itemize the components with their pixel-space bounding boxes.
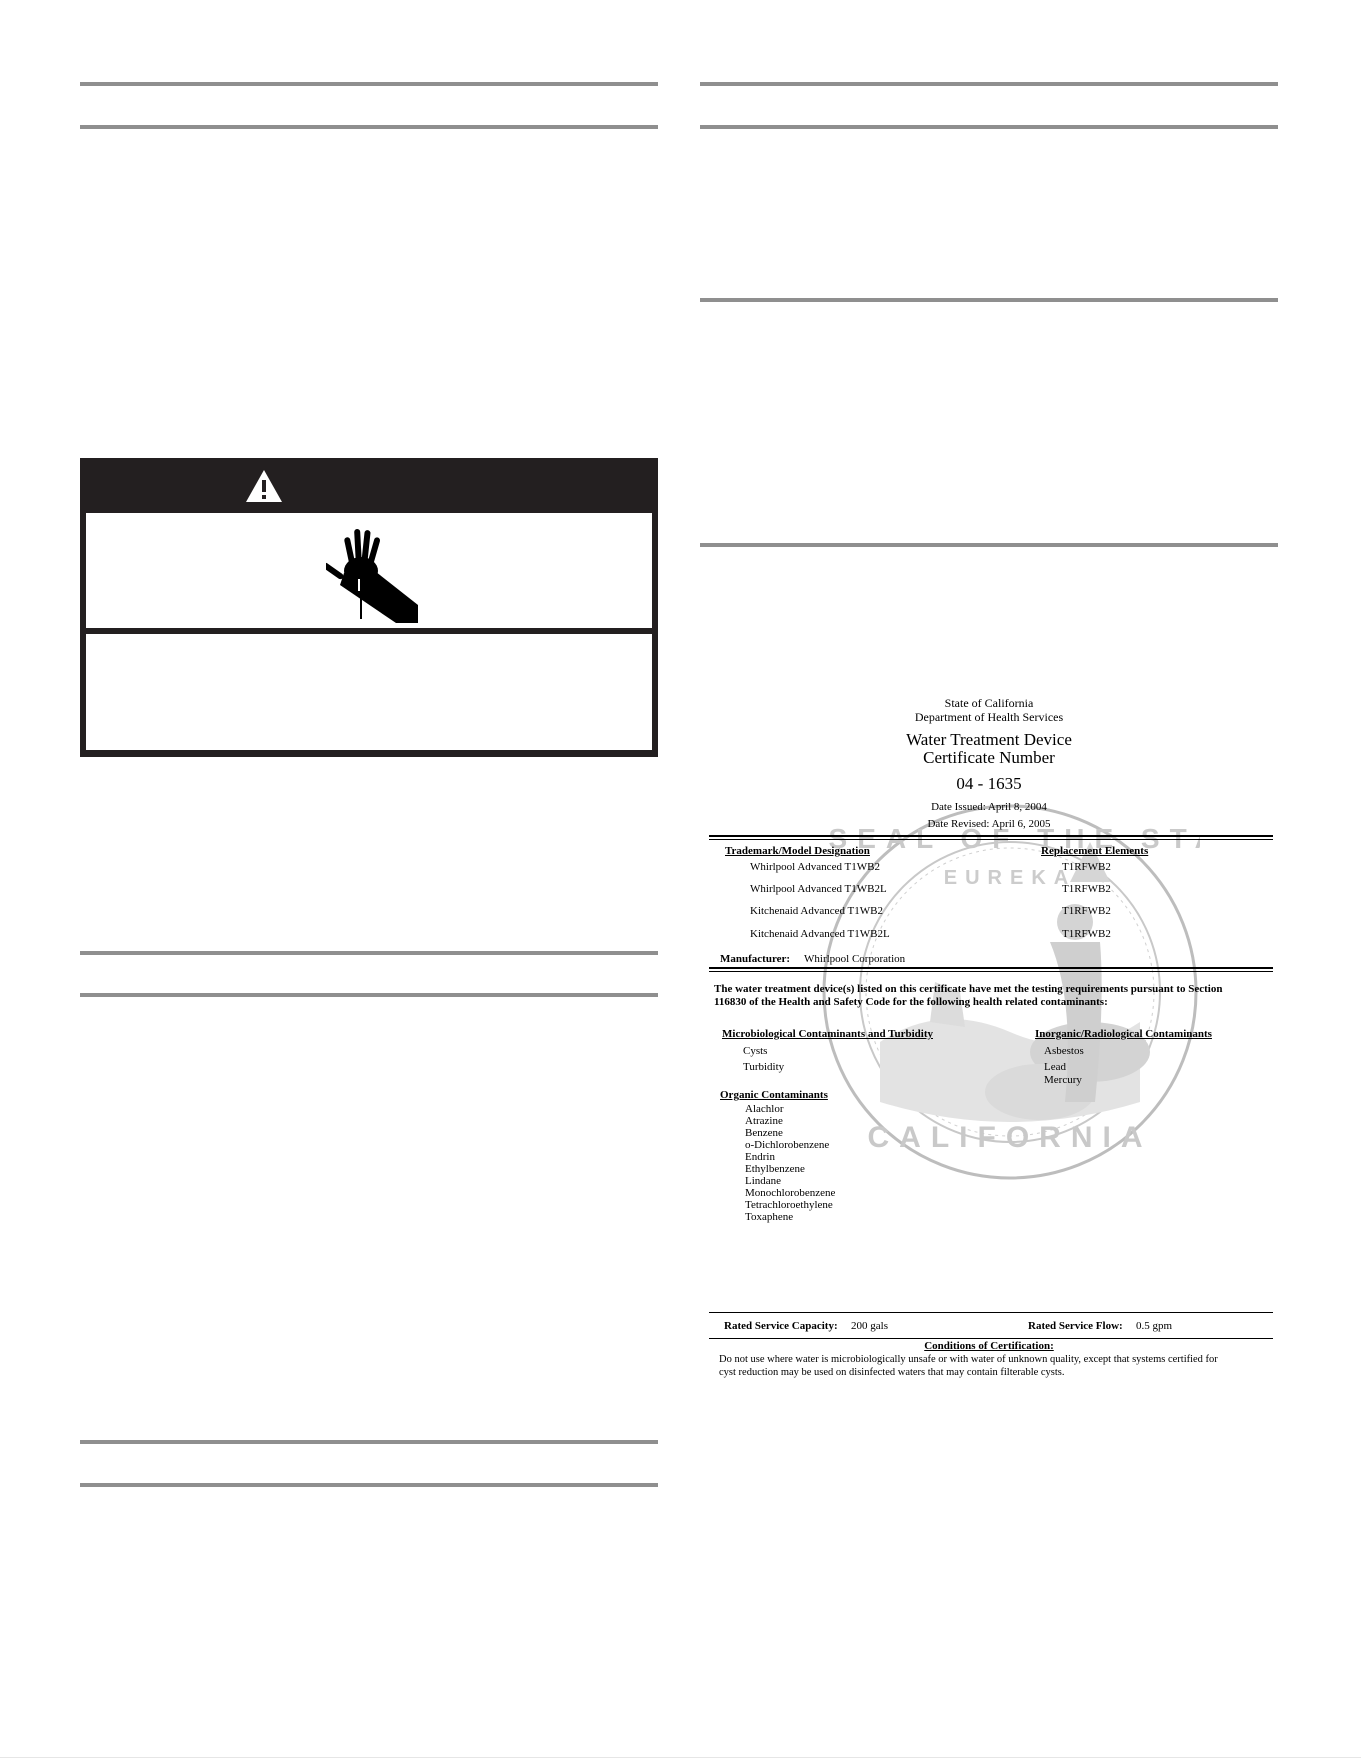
- flow-label: Rated Service Flow:: [1028, 1320, 1123, 1332]
- section-rule: [700, 543, 1278, 547]
- cert-divider: [709, 839, 1273, 840]
- manufacturer-name: Whirlpool Corporation: [804, 953, 906, 965]
- cert-department: Department of Health Services: [914, 710, 1064, 724]
- cert-divider: [709, 1312, 1273, 1313]
- contaminant-item: Cysts: [743, 1045, 768, 1057]
- cert-state: State of California: [944, 696, 1034, 710]
- section-rule: [700, 298, 1278, 302]
- contaminant-item: Endrin: [745, 1151, 775, 1163]
- contaminant-item: Ethylbenzene: [745, 1163, 805, 1175]
- cert-divider: [709, 1338, 1273, 1339]
- contaminant-item: Benzene: [745, 1127, 783, 1139]
- section-rule: [80, 82, 658, 86]
- cert-divider: [709, 967, 1273, 969]
- replacement-element: T1RFWB2: [1062, 928, 1111, 940]
- section-rule: [700, 125, 1278, 129]
- page-bottom-rule: [0, 1757, 1361, 1758]
- cert-number: 04 - 1635: [956, 774, 1022, 793]
- flow-value: 0.5 gpm: [1136, 1320, 1173, 1332]
- contaminant-item: Atrazine: [745, 1115, 783, 1127]
- contaminant-item: Lead: [1044, 1061, 1066, 1073]
- section-rule: [80, 1483, 658, 1487]
- cert-date-issued: Date Issued: April 8, 2004: [931, 801, 1047, 813]
- contaminant-item: Monochlorobenzene: [745, 1187, 836, 1199]
- statement-line: The water treatment device(s) listed on this certificate have met the testing requirements pursuant to Section: [714, 983, 1223, 995]
- section-rule: [80, 993, 658, 997]
- contaminant-item: Asbestos: [1044, 1045, 1084, 1057]
- seal-bottom-text: CALIFORNIA: [867, 1121, 1153, 1154]
- section-rule: [80, 125, 658, 129]
- model-name: Whirlpool Advanced T1WB2L: [750, 883, 887, 895]
- elements-header: Replacement Elements: [1041, 845, 1149, 857]
- contaminant-item: Alachlor: [745, 1103, 784, 1115]
- warning-triangle-icon: [244, 468, 284, 504]
- organic-header: Organic Contaminants: [720, 1089, 828, 1101]
- section-rule: [700, 82, 1278, 86]
- cert-date-revised: Date Revised: April 6, 2005: [927, 818, 1051, 830]
- cut-hand-icon: [326, 523, 426, 623]
- model-name: Kitchenaid Advanced T1WB2L: [750, 928, 890, 940]
- contaminant-item: Mercury: [1044, 1074, 1082, 1086]
- warning-box: [80, 458, 658, 757]
- warning-text-panel: [86, 634, 652, 750]
- micro-header: Microbiological Contaminants and Turbidity: [722, 1028, 933, 1040]
- manufacturer-label: Manufacturer:: [720, 953, 791, 965]
- capacity-value: 200 gals: [851, 1320, 888, 1332]
- model-name: Whirlpool Advanced T1WB2: [750, 861, 880, 873]
- contaminant-item: Tetrachloroethylene: [745, 1199, 833, 1211]
- cert-divider: [709, 971, 1273, 972]
- seal-motto-text: EUREKA: [943, 867, 1077, 889]
- section-rule: [80, 951, 658, 955]
- replacement-element: T1RFWB2: [1062, 905, 1111, 917]
- cert-title-line1: Water Treatment Device: [906, 730, 1072, 749]
- statement-line: 116830 of the Health and Safety Code for the following health related contaminants:: [714, 996, 1108, 1008]
- california-certificate: [700, 690, 1278, 1390]
- conditions-header: Conditions of Certification:: [924, 1340, 1054, 1352]
- conditions-line: Do not use where water is microbiologically unsafe or with water of unknown quality, except that systems certified for: [719, 1354, 1218, 1365]
- contaminant-item: Toxaphene: [745, 1211, 794, 1223]
- cert-divider: [709, 835, 1273, 837]
- contaminant-item: Turbidity: [743, 1061, 785, 1073]
- replacement-element: T1RFWB2: [1062, 861, 1111, 873]
- models-header: Trademark/Model Designation: [725, 845, 870, 857]
- conditions-line: cyst reduction may be used on disinfected waters that may contain filterable cysts.: [719, 1367, 1065, 1378]
- cert-title-line2: Certificate Number: [923, 748, 1055, 767]
- replacement-element: T1RFWB2: [1062, 883, 1111, 895]
- warning-pictogram-panel: [86, 513, 652, 628]
- model-name: Kitchenaid Advanced T1WB2: [750, 905, 883, 917]
- inorganic-header: Inorganic/Radiological Contaminants: [1035, 1028, 1212, 1040]
- section-rule: [80, 1440, 658, 1444]
- contaminant-item: o-Dichlorobenzene: [745, 1139, 830, 1151]
- contaminant-item: Lindane: [745, 1175, 782, 1187]
- capacity-label: Rated Service Capacity:: [724, 1320, 838, 1332]
